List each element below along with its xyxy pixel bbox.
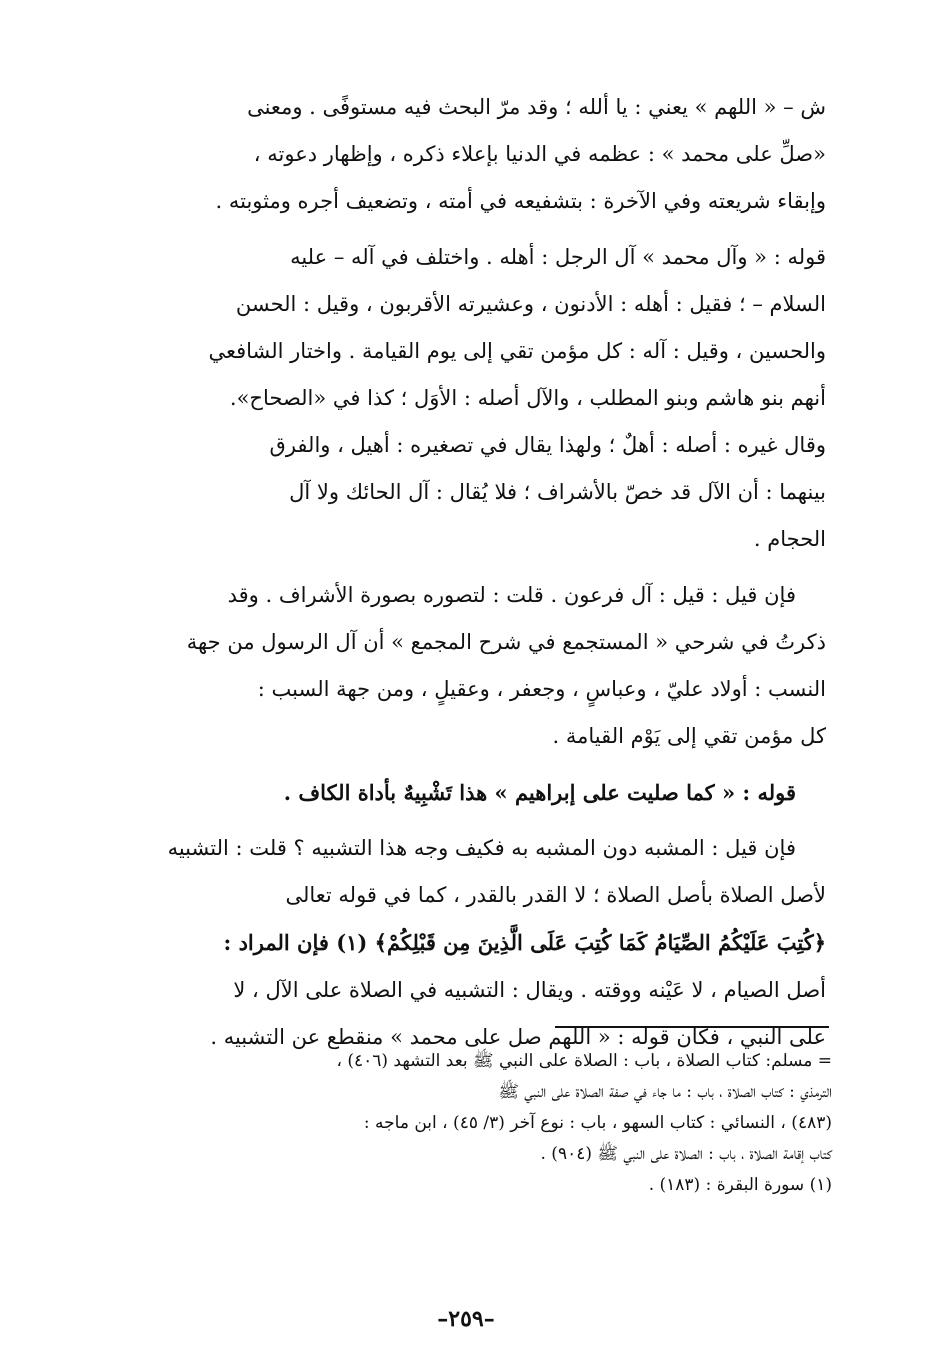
- line: النسب : أولاد عليّ ، وعباسٍ ، وجعفر ، وعقيلٍ ، ومن جهة السبب :: [257, 677, 826, 701]
- footnote-line: = مسلم: كتاب الصلاة ، باب : الصلاة على النبي ﷺ بعد التشهد (٤٠٦) ،: [336, 1051, 832, 1071]
- footnote-line: الترمذي : كتاب الصلاة ، باب : ما جاء في صفة الصلاة على النبي ﷺ: [498, 1082, 832, 1102]
- paragraph-3: [128, 572, 826, 760]
- line: بينهما : أن الآل قد خصّ بالأشراف ؛ فلا يُقال : آل الحائك ولا آل: [289, 480, 826, 504]
- line: فإن قيل : المشبه دون المشبه به فكيف وجه هذا التشبيه ؟ قلت : التشبيه: [167, 836, 796, 860]
- line: «صلِّ على محمد » : عظمه في الدنيا بإعلاء ذكره ، وإظهار دعوته ،: [253, 142, 826, 166]
- quran-verse-line: ﴿كُتِبَ عَلَيْكُمُ الصِّيَامُ كَمَا كُتِبَ عَلَى الَّذِينَ مِن قَبْلِكُمْ﴾ (١) فإن المراد :: [223, 930, 826, 955]
- footnotes: [128, 1046, 832, 1201]
- line: الحجام .: [753, 527, 826, 551]
- line: وإبقاء شريعته وفي الآخرة : بتشفيعه في أمته ، وتضعيف أجره ومثوبته .: [215, 189, 826, 213]
- line: قوله : « وآل محمد » آل الرجل : أهله . واختلف في آله – عليه: [290, 245, 826, 269]
- line: السلام – ؛ فقيل : أهله : الأدنون ، وعشيرته الأقربون ، وقيل : الحسن: [235, 292, 826, 316]
- paragraph-4: [128, 769, 826, 816]
- line: لأصل الصلاة بأصل الصلاة ؛ لا القدر بالقدر ، كما في قوله تعالى: [285, 883, 826, 907]
- main-text: [128, 84, 826, 1061]
- line: والحسين ، وقيل : آله : كل مؤمن تقي إلى يوم القيامة . واختار الشافعي: [208, 339, 826, 363]
- line: قوله : « كما صليت على إبراهيم » هذا تَشْبِيهٌ بأداة الكاف .: [283, 780, 796, 805]
- line: كل مؤمن تقي إلى يَوْم القيامة .: [552, 724, 826, 748]
- line: وقال غيره : أصله : أهلٌ ؛ ولهذا يقال في تصغيره : أهيل ، والفرق: [269, 433, 826, 457]
- footnote-line: كتاب إقامة الصلاة ، باب : الصلاة على النبي ﷺ (٩٠٤) .: [540, 1144, 832, 1164]
- paragraph-2: [128, 234, 826, 563]
- line: ش – « اللهم » يعني : يا ألله ؛ وقد مرّ البحث فيه مستوفًى . ومعنى: [247, 95, 826, 119]
- line: أنهم بنو هاشم وبنو المطلب ، والآل أصله : الأوَل ؛ كذا في «الصحاح».: [229, 386, 826, 410]
- line: فإن قيل : قيل : آل فرعون . قلت : لتصوره بصورة الأشراف . وقد: [227, 583, 796, 607]
- footnote-separator: [555, 1026, 829, 1028]
- paragraph-1: [128, 84, 826, 225]
- page-number: –٢٥٩–: [437, 1306, 495, 1332]
- line: ذكرتُ في شرحي « المستجمع في شرح المجمع » أن آل الرسول من جهة: [186, 630, 826, 654]
- footnote-line: (٤٨٣) ، النسائي : كتاب السهو ، باب : نوع آخر (٣/ ٤٥) ، ابن ماجه :: [363, 1113, 832, 1133]
- footnote-line: (١) سورة البقرة : (١٨٣) .: [648, 1175, 832, 1195]
- line: على النبي ، فكان قوله : « اللهم صل على محمد » منقطع عن التشبيه .: [210, 1025, 826, 1049]
- line: أصل الصيام ، لا عَيْنه ووقته . ويقال : التشبيه في الصلاة على الآل ، لا: [233, 978, 826, 1002]
